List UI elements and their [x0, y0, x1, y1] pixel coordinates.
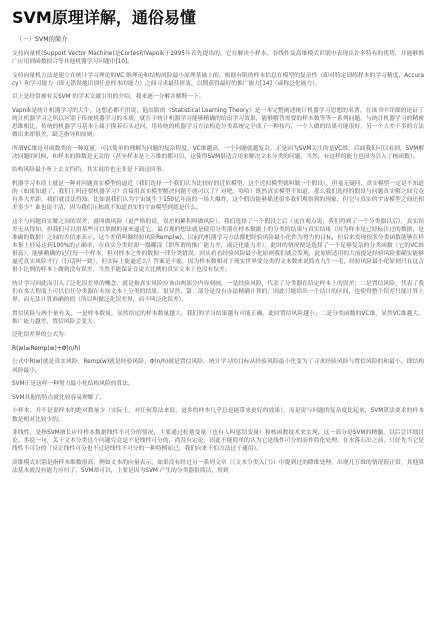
- paragraph-explain: 以上是经常被有关SVM 的学术文献引用的介绍，我来逐一分解并解释一下。: [12, 94, 205, 101]
- paragraph-svm-srm: SVM正是这样一种努力最小化结构风险的算法。: [12, 381, 134, 388]
- paragraph-vapnik: Vapnik是统计机器学习的大牛，这想必都不用说，他出版的《Statistical Learning Theory》是一本完整阐述统计机器学习思想的名著。在该书中详细的论证了统计机器学习之所以区别于传统机器学习的本质，就在于统计机器学习能够精确的给出学习效果，能够解答需要的样本数等等一系列问题。与统计机器学习的精密思维相比，传统的机器学习基本上属于摸着石头过河，用传统的机器学习方法构造分类系统完全成了一种技巧，一个人做的结果可能很好，另一个人差不多的方法做出来却很差，缺乏指导和原则。: [12, 108, 424, 139]
- paragraph-other-features: SVM其他的特点就比较容易理解了。: [12, 394, 106, 401]
- paragraph-formula-explain: 公式中R(w)就是真实风险，Remp(w)就是经验风险，Φ(n/h)就是置信风险。统计学习的目标从经验风险最小化变为了寻求经验风险与置信风险的和最小，即结构风险最小。: [12, 359, 424, 374]
- paragraph-vc-dimension: 所谓VC维是对函数类的一种度量，可以简单的理解为问题的复杂程度，VC维越高，一个问题就越复杂。正是因为SVM关注的是VC维，后面我们可以看到，SVM解决问题的时候，和样本的维数是无关的（甚至样本是上万维的都可以，这使得SVM很适合用来解决文本分类的问题，当然，有这样的能力也因为引入了核函数）。: [12, 145, 424, 160]
- section-heading: （一）SVM的简介: [16, 36, 68, 43]
- paragraph-empirical-risk: 这个与问题真实解之间的误差，就叫做风险（更严格的说，误差的累积叫做风险）。我们选择了一个假设之后（更直观点说，我们得到了一个分类器以后），真实误差无从得知，但我们可以用某些可以掌握的量来逼近它。最直观的想法就是使用分类器在样本数据上的分类的结果与真实结果（因为样本是已经标注过的数据，是准确的数据）之间的差值来表示。这个差值叫做经验风险Remp(w)。以前的机器学习方法都把经验风险最小化作为努力的目标，但后来发现很多分类函数能够在样本集上轻易达到100%的正确率，在真实分类时却一塌糊涂（即所谓的推广能力差，或泛化能力差）。此时的情况便是选择了一个足够复杂的分类函数（它的VC维很高），能够精确的记住每一个样本，但对样本之外的数据一律分类错误。回头看看经验风险最小化原则我们就会发现，此原则适用的大前提是经验风险要确实能够逼近真实风险才行（行话叫一致），但实际上能逼近么？答案是不能，因为样本数相对于现实世界要分类的文本数来说简直九牛一毛，经验风险最小化原则只在这占很小比例的样本上做到没有误差，当然不能保证在更大比例的真实文本上也没有误差。: [12, 218, 424, 274]
- paragraph-small-sample: 小样本，并不是说样本的绝对数量少（实际上，对任何算法来说，更多的样本几乎总是能带来更好的效果），而是说与问题的复杂度比起来，SVM算法要求的样本数是相对比较少的。: [12, 408, 424, 423]
- page-title: SVM原理详解，通俗易懂: [12, 8, 196, 27]
- paragraph-structural-risk: 结构风险最小听上去文绉绉，其实说的也无非是下面这回事。: [12, 167, 168, 174]
- paragraph-generalization-bound: 统计学习因此而引入了泛化误差界的概念，就是指真实风险应该由两部分内容刻画，一是经验风险，代表了分类器在给定样本上的误差；二是置信风险，代表了我们在多大程度上可以信任分类器在未知文本上分类的结果。很显然，第二部分是没有办法精确计算的，因此只能给出一个估计的区间，也使得整个误差只能计算上界，而无法计算准确的值（所以叫做泛化误差界，而不叫泛化误差）。: [12, 280, 424, 303]
- paragraph-high-dimension: 高维模式识别是指样本维数很高，例如文本的向量表示，如果没有经过另一系列文章（《文本分类入门》）中提到过的降维处理，出现几万维的情况很正常，其他算法基本就没有能力应付了，SVM却可以，主要是因为SVM 产生的分类器很简洁，用到: [12, 459, 424, 474]
- paragraph-nonlinear: 非线性，是指SVM擅长应付样本数据线性不可分的情况，主要通过松弛变量（也有人叫惩罚变量）和核函数技术来实现，这一部分是SVM的精髓，以后会详细讨论。多说一句，关于文本分类这个问题究竟是不是线性可分的，尚没有定论，因此不能简单的认为它是线性可分的而作简化处理，在水落石出之前，只好先当它是线性不可分的（反正线性可分也不过是线性不可分的一种特例而已，我们向来不怕方法过于通用）。: [12, 430, 424, 453]
- paragraph-vc-theory: 支持向量机方法是建立在统计学习理论的VC 维理论和结构风险最小原理基础上的，根据有限的样本信息在模型的复杂性（即对特定训练样本的学习精度，Accuracy）和学习能力（即无错误地识别任意样本的能力）之间寻求最佳折衷，以期获得最好的推广能力[14]（或称泛化能力）。: [12, 72, 424, 87]
- paragraph-formula-intro: 泛化误差界的公式为：: [12, 332, 70, 339]
- paragraph-intro: 支持向量机(Support Vector Machine)是Cortes和Vapnik于1995年首先提出的，它在解决小样本、非线性及高维模式识别中表现出许多特有的优势，并能够推广应用到函数拟合等其他机器学习问题中[10]。: [12, 51, 424, 66]
- paragraph-confidence-risk: 置信风险与两个量有关，一是样本数量，显然给定的样本数量越大，我们的学习结果越有可能正确，此时置信风险越小；二是分类函数的VC维，显然VC维越大，推广能力越差，置信风险会变大。: [12, 310, 424, 325]
- formula: R(w)≤Remp(w)+Φ(n/h): [12, 345, 81, 352]
- paragraph-true-model: 机器学习本质上就是一种对问题真实模型的逼近（我们选择一个我们认为比较好的近似模型，这个近似模型就叫做一个假设），但毫无疑问，真实模型一定是不知道的（如果知道了，我们干吗还要机器学习？直接用真实模型解决问题不就可以了？对吧，哈哈）既然真实模型不知道，那么我们选择的假设与问题真实解之间究竟有多大差距，我们就没法得知。比如说我们认为宇宙诞生于150亿年前的一场大爆炸，这个假设能够描述很多我们观察到的现象，但它与真实的宇宙模型之间还相差多少？谁也说不清，因为我们压根就不知道真实的宇宙模型到底是什么。: [12, 181, 424, 212]
